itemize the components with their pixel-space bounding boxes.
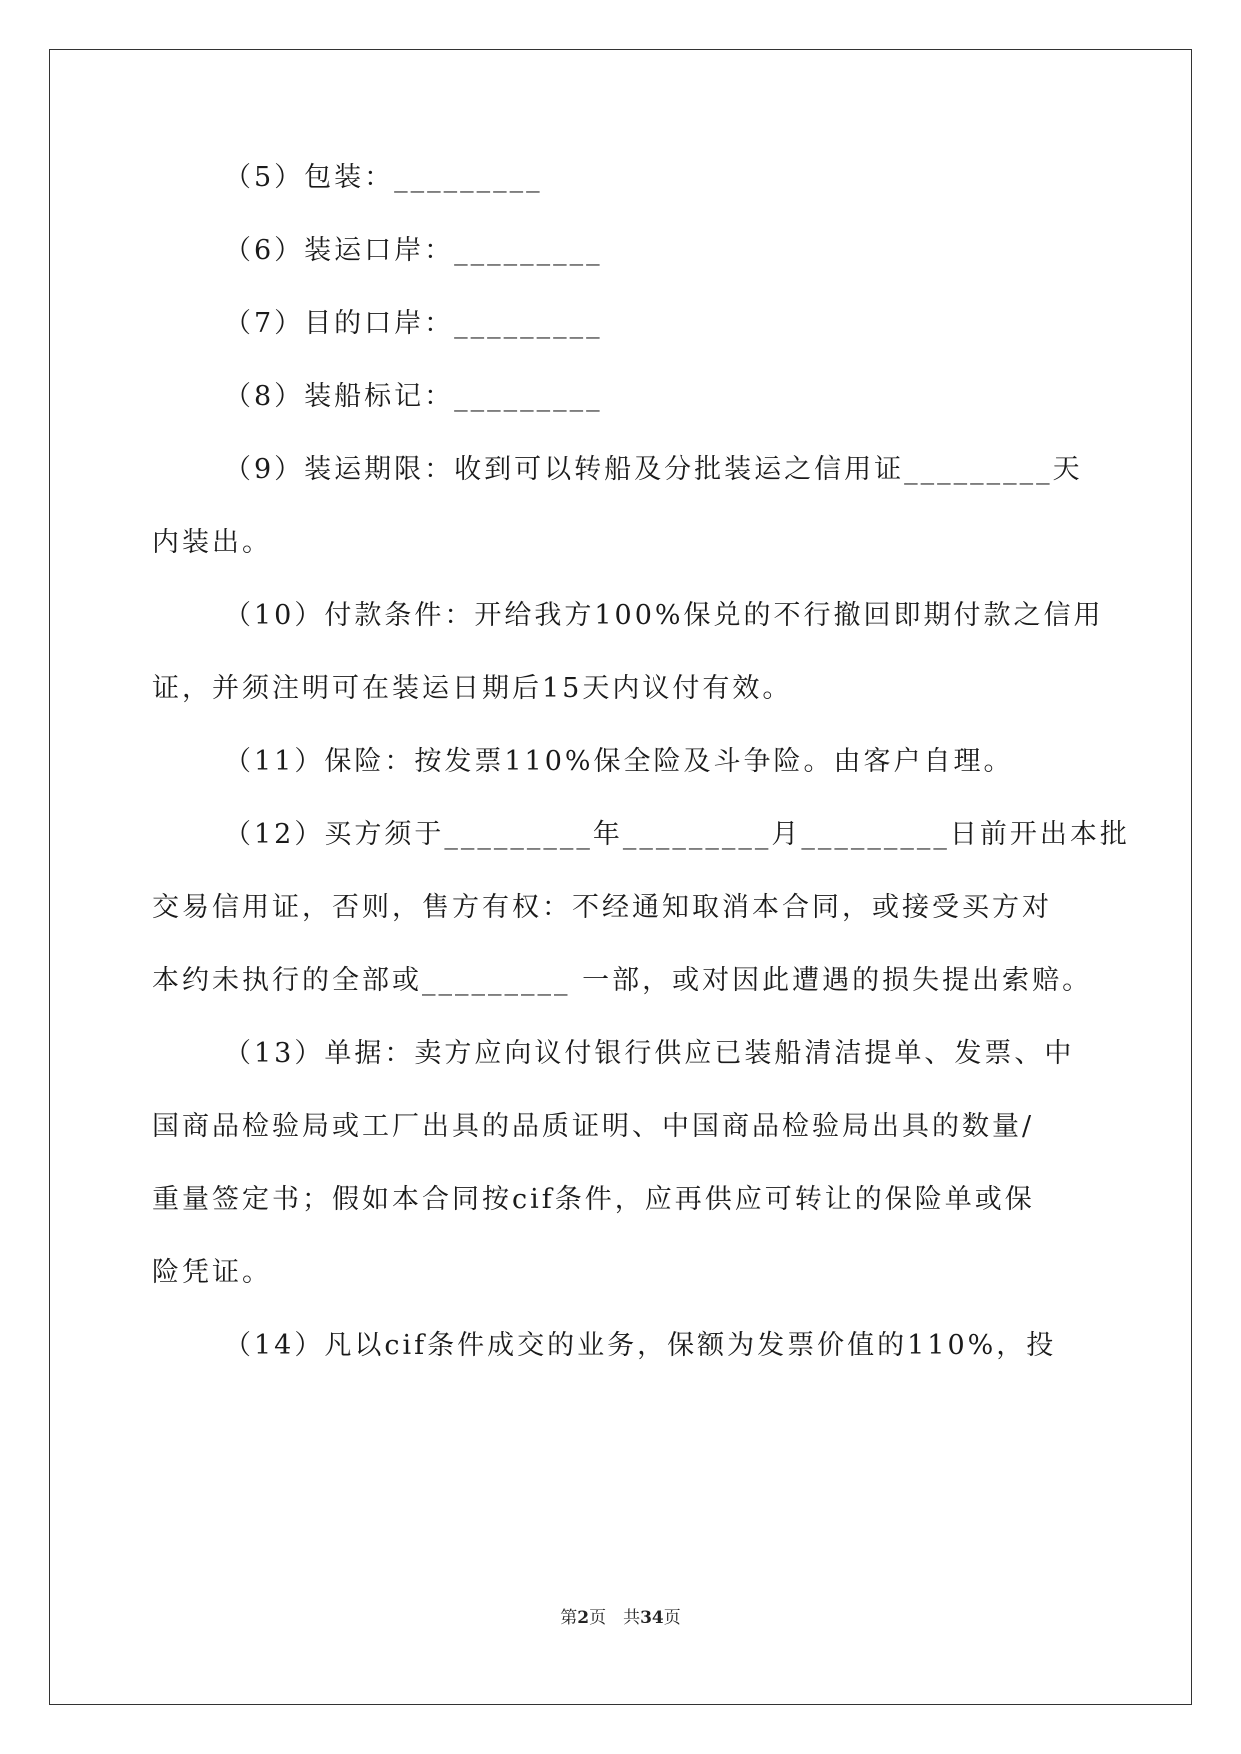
- total-page-count: 34: [640, 1608, 664, 1628]
- paragraph-line: 险凭证。: [152, 1257, 272, 1288]
- paragraph-line: （6）装运口岸：_________: [224, 235, 603, 266]
- paragraph-line: （10）付款条件：开给我方100%保兑的不行撤回即期付款之信用: [224, 600, 1104, 631]
- paragraph-line: （14）凡以cif条件成交的业务，保额为发票价值的110%，投: [224, 1330, 1057, 1361]
- paragraph-line: 本约未执行的全部或_________ 一部，或对因此遭遇的损失提出索赔。: [152, 965, 1093, 996]
- paragraph-line: （11）保险：按发票110%保全险及斗争险。由客户自理。: [224, 746, 1014, 777]
- footer-mid: 页 共: [589, 1608, 641, 1628]
- current-page-number: 2: [577, 1608, 590, 1628]
- footer-prefix: 第: [560, 1608, 578, 1628]
- paragraph-line: （13）单据：卖方应向议付银行供应已装船清洁提单、发票、中: [224, 1038, 1075, 1069]
- paragraph-line: （12）买方须于_________年_________月_________日前开出本批: [224, 819, 1130, 850]
- paragraph-line: （8）装船标记：_________: [224, 381, 603, 412]
- page-frame: [49, 49, 1192, 1705]
- paragraph-line: （7）目的口岸：_________: [224, 308, 603, 339]
- footer-suffix: 页: [663, 1608, 681, 1628]
- paragraph-line: 证，并须注明可在装运日期后15天内议付有效。: [152, 673, 793, 704]
- paragraph-line: 内装出。: [152, 527, 272, 558]
- page-footer: [0, 1607, 1241, 1629]
- paragraph-line: （9）装运期限：收到可以转船及分批装运之信用证_________天: [224, 454, 1083, 485]
- paragraph-line: （5）包装：_________: [224, 162, 543, 193]
- paragraph-line: 国商品检验局或工厂出具的品质证明、中国商品检验局出具的数量/: [152, 1111, 1035, 1142]
- paragraph-line: 重量签定书；假如本合同按cif条件，应再供应可转让的保险单或保: [152, 1184, 1035, 1215]
- paragraph-line: 交易信用证，否则，售方有权：不经通知取消本合同，或接受买方对: [152, 892, 1052, 923]
